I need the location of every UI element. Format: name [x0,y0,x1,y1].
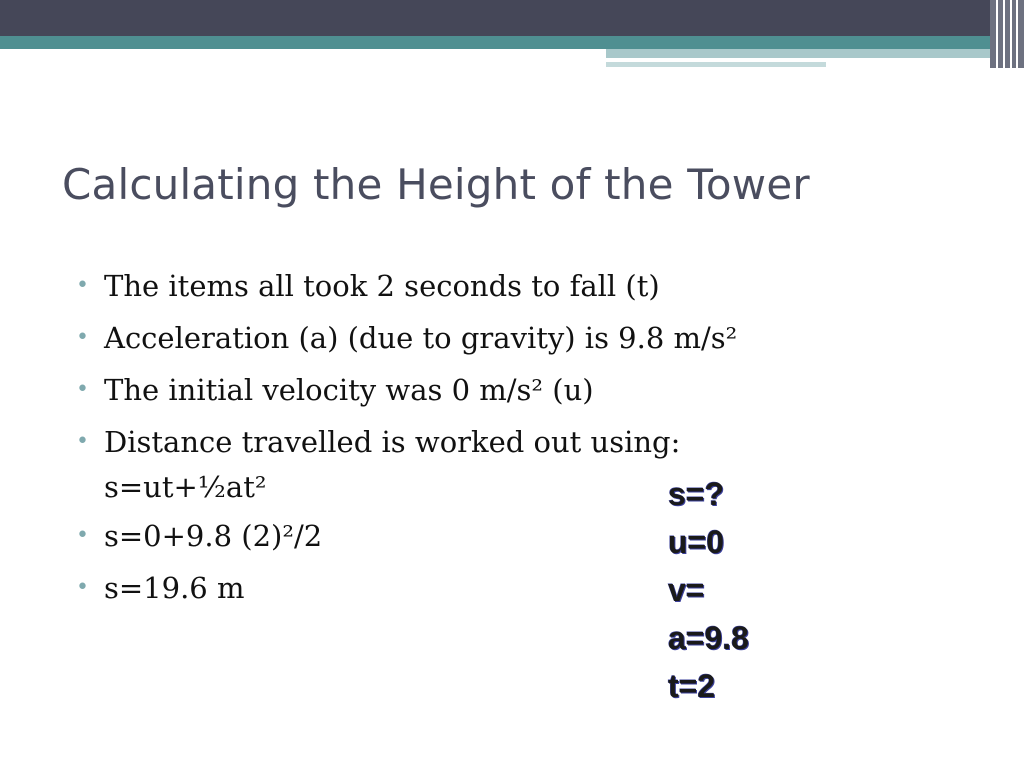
bullet-list [74,260,874,614]
bullet-text: Distance travelled is worked out using: [104,425,681,459]
bullet-item [74,364,874,416]
bullet-item [74,312,874,364]
bullet-item [74,510,874,562]
variable-u: u=0 [668,524,725,560]
bullet-text: The initial velocity was 0 m/s² (u) [104,373,594,407]
bullet-dot-icon: • [76,325,89,350]
bullet-text: s=19.6 m [104,571,245,605]
slide-title: Calculating the Height of the Tower [62,160,810,209]
corner-stripe [996,0,998,68]
corner-stripe [1003,0,1005,68]
bullet-dot-icon: • [76,377,89,402]
header-bar-light [606,49,1024,58]
bullet-item [74,562,874,614]
formula-text: s=ut+½at² [104,470,267,504]
bullet-item [74,260,874,312]
bullet-text: The items all took 2 seconds to fall (t) [104,269,660,303]
corner-stripe [1010,0,1012,68]
header-bar-lighter [606,62,826,67]
bullet-text: s=0+9.8 (2)²/2 [104,519,323,553]
bullet-dot-icon: • [76,429,89,454]
bullet-item [74,416,874,510]
header-divider-line [606,58,946,60]
variable-v: v= [668,572,705,608]
header-bar-dark [0,0,1024,36]
variable-s: s=? [668,476,725,512]
bullet-dot-icon: • [76,523,89,548]
bullet-text: Acceleration (a) (due to gravity) is 9.8 m/s² [104,321,738,355]
variables-list [668,470,749,710]
header-bar-teal [0,36,1024,49]
bullet-dot-icon: • [76,575,89,600]
bullet-dot-icon: • [76,273,89,298]
corner-stripe [1016,0,1018,68]
variable-a: a=9.8 [668,620,749,656]
variable-t: t=2 [668,668,716,704]
